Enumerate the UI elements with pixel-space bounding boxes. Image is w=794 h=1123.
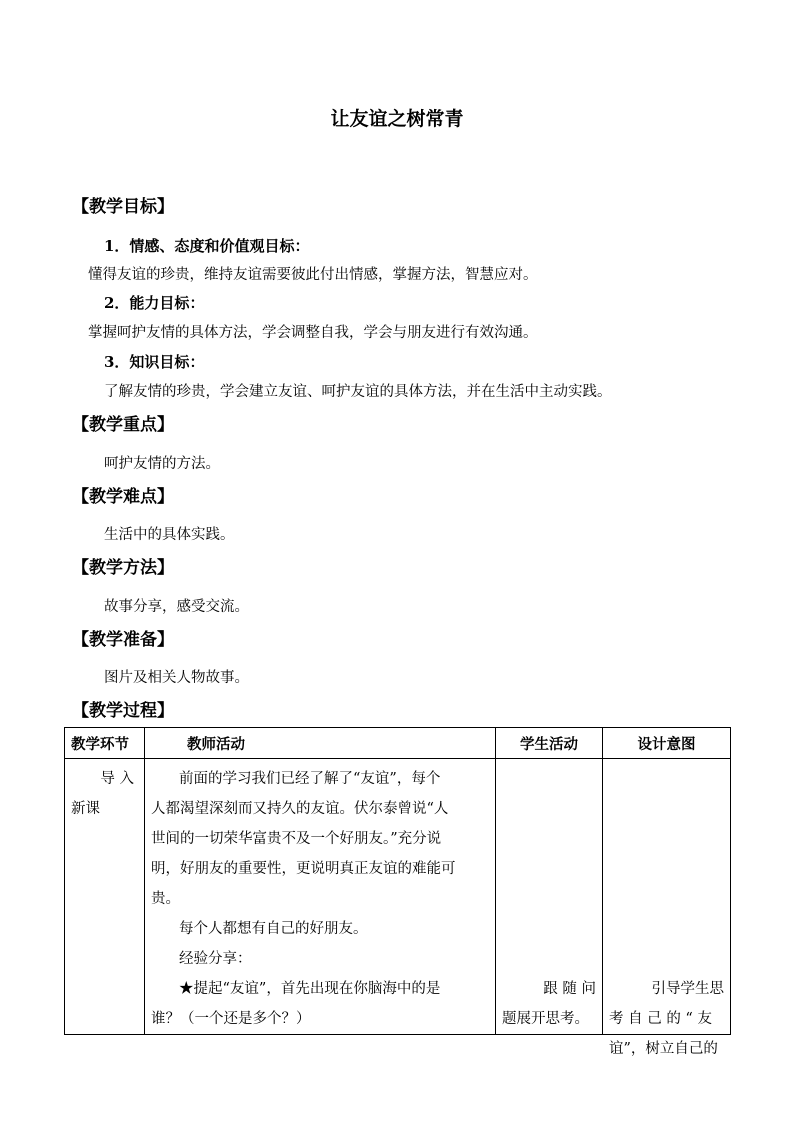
design-line3: 谊”，树立自己的: [609, 1041, 718, 1057]
design-line2: 考 自 己 的 “ 友: [609, 1011, 712, 1027]
prep-text: 图片及相关人物故事。: [104, 670, 249, 686]
stage-cell: [65, 759, 145, 1035]
section-method-heading: 【教学方法】: [72, 558, 174, 578]
design-cell: [603, 759, 731, 1057]
method-text: 故事分享，感受交流。: [104, 599, 249, 615]
teacher-line: 世间的一切荣华富贵不及一个好朋友。”充分说: [151, 831, 442, 847]
student-line1: 跟 随 问: [543, 981, 596, 997]
page-title: 让友谊之树常青: [330, 108, 464, 130]
goal2-text: 掌握呵护友情的具体方法，学会调整自我，学会与朋友进行有效沟通。: [88, 325, 538, 341]
teacher-line: ★提起“友谊”，首先出现在你脑海中的是: [179, 981, 441, 997]
design-line1: 引导学生思: [651, 981, 724, 997]
teacher-cell: [145, 759, 496, 1035]
stage-line1: 导 入: [100, 771, 134, 787]
teacher-line: 人都渴望深刻而又持久的友谊。伏尔泰曾说“人: [151, 801, 449, 817]
teacher-line: 经验分享：: [179, 951, 252, 967]
student-cell: [496, 759, 603, 1035]
stage-line2: 新课: [71, 801, 100, 817]
goal3-heading: 3．知识目标：: [104, 353, 205, 371]
section-goals-heading: 【教学目标】: [72, 197, 174, 217]
difficulty-text: 生活中的具体实践。: [104, 527, 235, 543]
teacher-line: 贵。: [151, 891, 180, 907]
teacher-line: 明，好朋友的重要性，更说明真正友谊的难能可: [151, 861, 456, 877]
header-design: 设计意图: [603, 728, 731, 759]
goal2-heading: 2．能力目标：: [104, 294, 205, 312]
header-student: 学生活动: [496, 728, 603, 759]
goal1-text: 懂得友谊的珍贵，维持友谊需要彼此付出情感，掌握方法，智慧应对。: [88, 267, 538, 283]
teacher-line: 每个人都想有自己的好朋友。: [179, 921, 368, 937]
student-line2: 题展开思考。: [502, 1011, 589, 1027]
goal3-text: 了解友情的珍贵，学会建立友谊、呵护友谊的具体方法，并在生活中主动实践。: [104, 384, 612, 400]
table-header-row: [65, 728, 731, 759]
section-process-heading: 【教学过程】: [72, 701, 174, 721]
key-text: 呵护友情的方法。: [104, 456, 220, 472]
header-stage: 教学环节: [65, 728, 145, 759]
teaching-process-table: [64, 727, 731, 1057]
header-teacher: 教师活动: [145, 728, 496, 759]
teacher-line: 谁？（一个还是多个？）: [151, 1011, 311, 1027]
section-prep-heading: 【教学准备】: [72, 630, 174, 650]
goal1-heading: 1．情感、态度和价值观目标：: [104, 237, 310, 255]
section-key-heading: 【教学重点】: [72, 415, 174, 435]
section-difficulty-heading: 【教学难点】: [72, 487, 174, 507]
table-row: [65, 759, 731, 1035]
teacher-line: 前面的学习我们已经了解了“友谊”，每个: [179, 771, 441, 787]
